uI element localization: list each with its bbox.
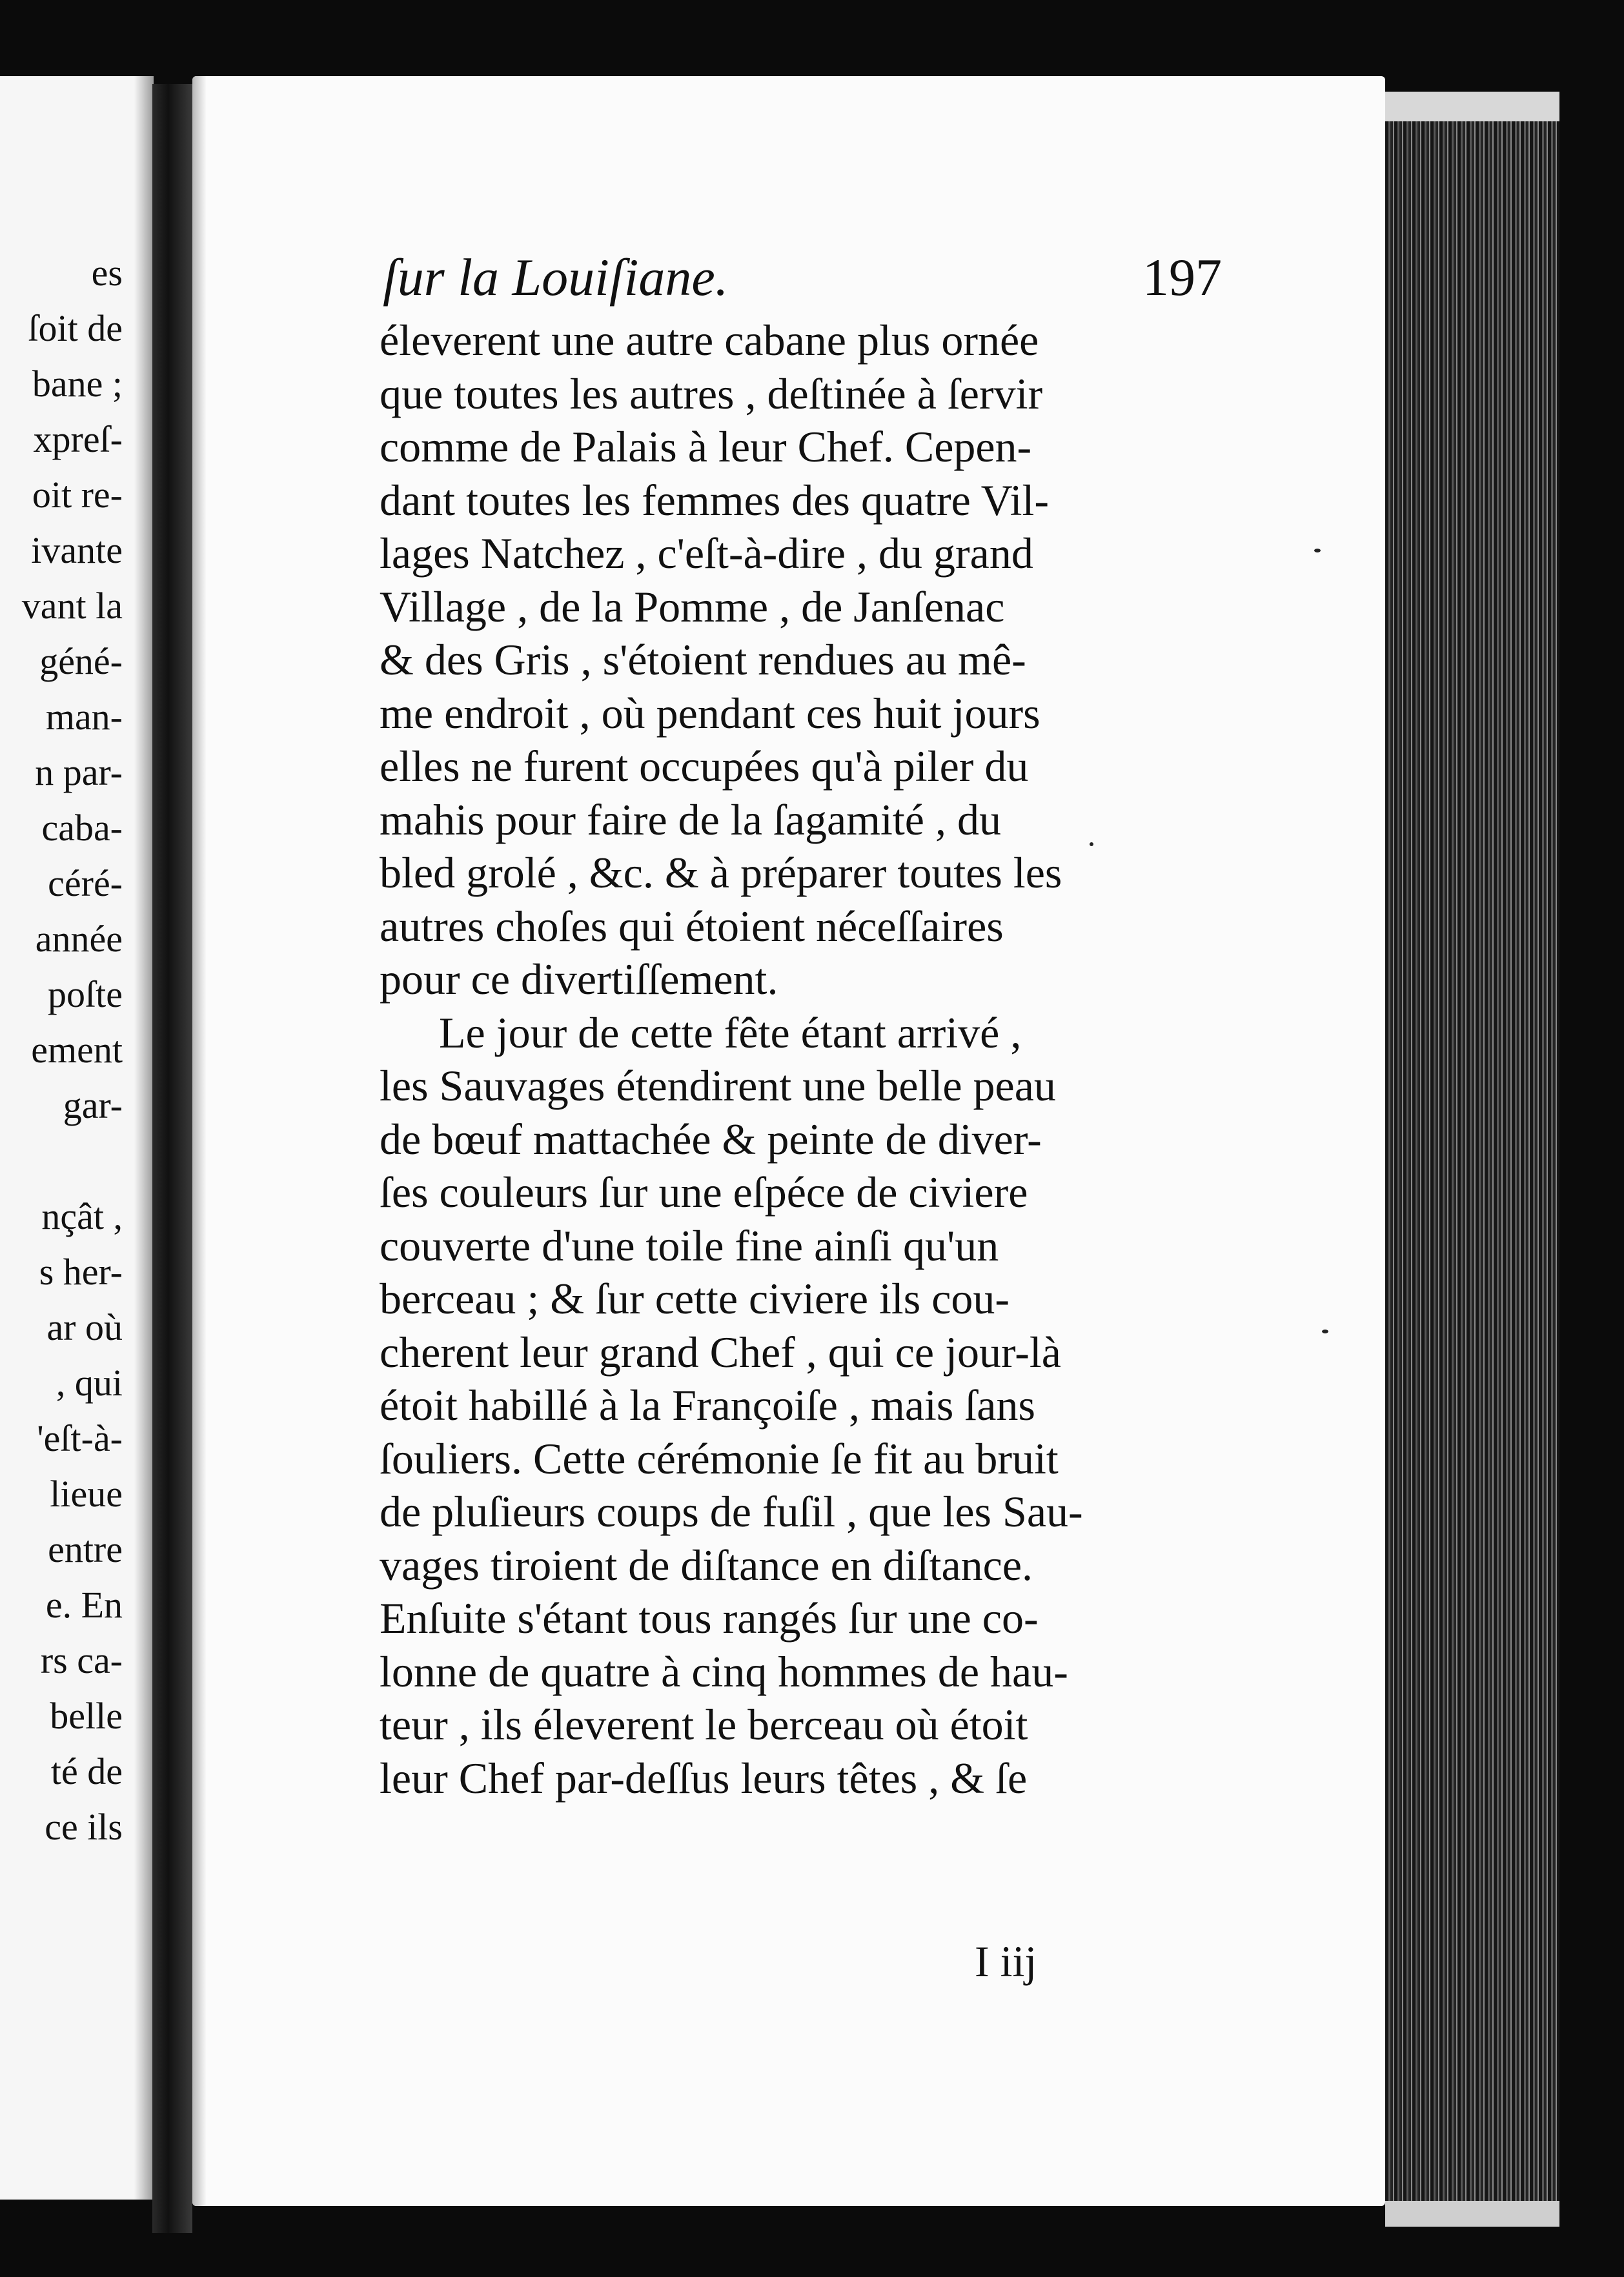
previous-page-line: s her- bbox=[39, 1251, 123, 1293]
previous-page-line: n par- bbox=[35, 751, 123, 793]
page-edge-shadow bbox=[192, 76, 207, 2206]
text-line: autres choſes qui étoient néceſſaires bbox=[380, 901, 1004, 951]
previous-page-line: poſte bbox=[48, 973, 123, 1015]
previous-page-fragment bbox=[0, 76, 154, 2200]
previous-page-line: céré- bbox=[48, 862, 123, 904]
previous-page-line: xpreſ- bbox=[33, 418, 123, 460]
previous-page-line: es bbox=[91, 252, 123, 294]
previous-page-line: caba- bbox=[41, 807, 123, 849]
text-line: dant toutes les femmes des quatre Vil- bbox=[380, 475, 1050, 525]
text-line: teur , ils éleverent le berceau où étoit bbox=[380, 1700, 1028, 1749]
previous-page-line: rs ca- bbox=[40, 1639, 123, 1681]
text-line: étoit habillé à la Françoiſe , mais ſans bbox=[380, 1381, 1035, 1430]
text-line: de bœuf mattachée & peinte de diver- bbox=[380, 1114, 1042, 1164]
previous-page-line: té de bbox=[50, 1750, 123, 1792]
text-line: vages tiroient de diſtance en diſtance. bbox=[380, 1540, 1033, 1590]
ink-speck bbox=[1090, 842, 1093, 846]
previous-page-line: ivante bbox=[31, 529, 123, 571]
previous-page-line: vant la bbox=[21, 585, 123, 627]
text-line: de pluſieurs coups de fuſil , que les Sau- bbox=[380, 1487, 1083, 1536]
book-spine bbox=[152, 84, 192, 2233]
previous-page-line: e. En bbox=[45, 1584, 123, 1626]
text-line: cherent leur grand Chef , qui ce jour-là bbox=[380, 1327, 1061, 1377]
text-line: ſouliers. Cette cérémonie ſe fit au bruit bbox=[380, 1433, 1059, 1483]
ink-speck bbox=[1314, 549, 1321, 552]
previous-page-line: gar- bbox=[63, 1084, 123, 1126]
text-line: Le jour de cette fête étant arrivé , bbox=[439, 1007, 1022, 1057]
text-line: les Sauvages étendirent une belle peau bbox=[380, 1061, 1056, 1110]
previous-page-line: ar où bbox=[46, 1306, 123, 1348]
text-line: lonne de quatre à cinq hommes de hau- bbox=[380, 1646, 1068, 1696]
previous-page-line: géné- bbox=[39, 640, 123, 682]
previous-page-line: ce ils bbox=[45, 1806, 123, 1848]
text-line: couverte d'une toile fine ainſi qu'un bbox=[380, 1220, 999, 1270]
previous-page-line: lieue bbox=[50, 1473, 123, 1515]
previous-page-line: belle bbox=[50, 1695, 123, 1737]
page-number: 197 bbox=[1142, 248, 1222, 307]
text-line: berceau ; & ſur cette civiere ils cou- bbox=[380, 1274, 1010, 1323]
previous-page-line: bane ; bbox=[32, 363, 123, 405]
previous-page-line: 'eſt-à- bbox=[37, 1417, 123, 1459]
gutter-shadow bbox=[134, 76, 154, 2200]
text-line: éleverent une autre cabane plus ornée bbox=[380, 316, 1039, 365]
text-line: leur Chef par-deſſus leurs têtes , & ſe bbox=[380, 1753, 1028, 1803]
signature-mark: I iij bbox=[975, 1937, 1037, 1986]
cover-edge-top bbox=[1385, 92, 1559, 121]
previous-page-line: année bbox=[35, 918, 123, 960]
text-line: comme de Palais à leur Chef. Cepen- bbox=[380, 422, 1032, 471]
text-line: me endroit , où pendant ces huit jours bbox=[380, 688, 1040, 738]
previous-page-line: oit re- bbox=[32, 474, 123, 516]
previous-page-line: ſoit de bbox=[28, 307, 123, 349]
ink-speck bbox=[1322, 1330, 1328, 1333]
running-head bbox=[383, 247, 1222, 325]
text-line: mahis pour faire de la ſagamité , du bbox=[380, 794, 1001, 844]
previous-page-line: man- bbox=[45, 696, 123, 738]
text-line: & des Gris , s'étoient rendues au mê- bbox=[380, 635, 1026, 684]
book-page bbox=[192, 76, 1385, 2206]
page-block-fore-edge bbox=[1385, 97, 1559, 2227]
previous-page-line: ement bbox=[31, 1029, 123, 1071]
text-line: ſes couleurs ſur une eſpéce de civiere bbox=[380, 1168, 1028, 1217]
previous-page-text bbox=[22, 245, 123, 1855]
text-line: Village , de la Pomme , de Janſenac bbox=[380, 582, 1005, 631]
text-line: lages Natchez , c'eſt-à-dire , du grand bbox=[380, 529, 1033, 578]
text-line: que toutes les autres , deſtinée à ſervir bbox=[380, 369, 1043, 418]
previous-page-line bbox=[22, 1133, 123, 1189]
cover-edge-bottom bbox=[1385, 2201, 1559, 2227]
running-head-title: ſur la Louiſiane. bbox=[383, 248, 729, 307]
text-line: pour ce divertiſſement. bbox=[380, 955, 778, 1004]
text-line: Enſuite s'étant tous rangés ſur une co- bbox=[380, 1594, 1039, 1643]
text-line: elles ne furent occupées qu'à piler du bbox=[380, 742, 1029, 791]
text-line: bled grolé , &c. & à préparer toutes les bbox=[380, 848, 1062, 897]
body-text bbox=[380, 314, 1223, 1805]
previous-page-line: entre bbox=[48, 1528, 123, 1570]
previous-page-line: , qui bbox=[56, 1362, 123, 1404]
previous-page-line: nçât , bbox=[41, 1195, 123, 1237]
